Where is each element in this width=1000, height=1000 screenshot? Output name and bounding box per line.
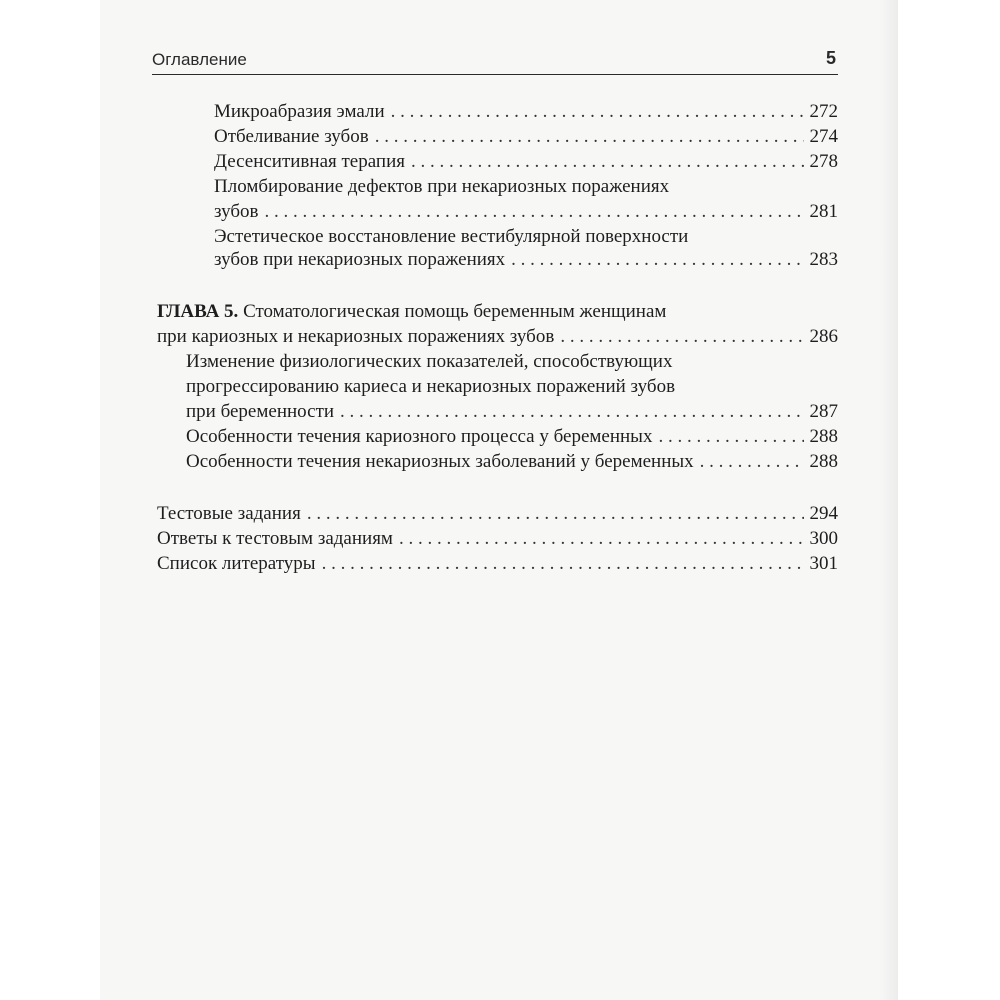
toc-entry[interactable]: [186, 448, 838, 475]
toc-entry-page: 287: [809, 401, 838, 422]
toc-entry-title-line1[interactable]: Изменение физиологических показателей, способствующих: [186, 351, 673, 372]
toc-leader: [375, 123, 804, 150]
toc-entry-page: 281: [809, 201, 838, 222]
toc-entry-title: Ответы к тестовым заданиям: [157, 528, 393, 549]
toc-entry-title-line1[interactable]: Эстетическое восстановление вестибулярной поверхности: [214, 226, 689, 247]
toc-entry-page: 288: [809, 451, 838, 472]
toc-entry[interactable]: [214, 246, 838, 273]
toc-leader: [700, 448, 804, 475]
toc-leader: [411, 148, 804, 175]
toc-entry-title: Особенности течения некариозных заболеваний у беременных: [186, 451, 694, 472]
toc-leader: [265, 198, 804, 225]
chapter-page: 286: [809, 326, 838, 347]
toc-entry-page: 301: [809, 553, 838, 574]
toc-entry[interactable]: [157, 525, 838, 552]
toc-entry-title: при беременности: [186, 401, 335, 422]
header-title: Оглавление: [152, 50, 247, 69]
chapter-label: ГЛАВА 5.: [157, 301, 239, 322]
toc-entry[interactable]: [214, 148, 838, 175]
toc-entry[interactable]: [214, 123, 838, 150]
toc-leader: [560, 323, 803, 350]
toc-leader: [322, 550, 804, 577]
header-page-number: 5: [825, 48, 836, 68]
chapter-entry[interactable]: [157, 323, 838, 350]
toc-leader: [399, 525, 804, 552]
toc-entry[interactable]: [186, 423, 838, 450]
toc-leader: [511, 246, 803, 273]
toc-entry-page: 278: [809, 151, 838, 172]
toc-entry-title: зубов при некариозных поражениях: [214, 249, 506, 270]
toc-entry-title: зубов: [214, 201, 259, 222]
toc-entry[interactable]: [214, 98, 838, 125]
toc-entry-title: Десенситивная терапия: [214, 151, 405, 172]
chapter-title-line1: Стоматологическая помощь беременным женщинам: [243, 301, 667, 322]
toc-leader: [658, 423, 803, 450]
toc-entry-page: 274: [809, 126, 838, 147]
toc-entry[interactable]: [214, 198, 838, 225]
toc-leader: [391, 98, 804, 125]
chapter-heading-line1[interactable]: [157, 298, 666, 325]
toc-entry[interactable]: [186, 398, 838, 425]
toc-leader: [307, 500, 804, 527]
toc-entry[interactable]: [157, 500, 838, 527]
toc-entry[interactable]: [157, 550, 838, 577]
toc-entry-title-line2[interactable]: прогрессированию кариеса и некариозных поражений зубов: [186, 376, 676, 397]
toc-entry-title: Тестовые задания: [157, 503, 301, 524]
toc-leader: [340, 398, 803, 425]
toc-entry-title-line1[interactable]: Пломбирование дефектов при некариозных поражениях: [214, 176, 670, 197]
toc-entry-title: Микроабразия эмали: [214, 101, 385, 122]
chapter-title-line2: при кариозных и некариозных поражениях зубов: [157, 326, 555, 347]
toc-entry-page: 283: [809, 249, 838, 270]
toc-entry-page: 272: [809, 101, 838, 122]
toc-entry-title: Особенности течения кариозного процесса у беременных: [186, 426, 653, 447]
toc-entry-page: 294: [809, 503, 838, 524]
toc-entry-title: Список литературы: [157, 553, 316, 574]
toc-entry-page: 288: [809, 426, 838, 447]
toc-entry-title: Отбеливание зубов: [214, 126, 369, 147]
toc-entry-page: 300: [809, 528, 838, 549]
